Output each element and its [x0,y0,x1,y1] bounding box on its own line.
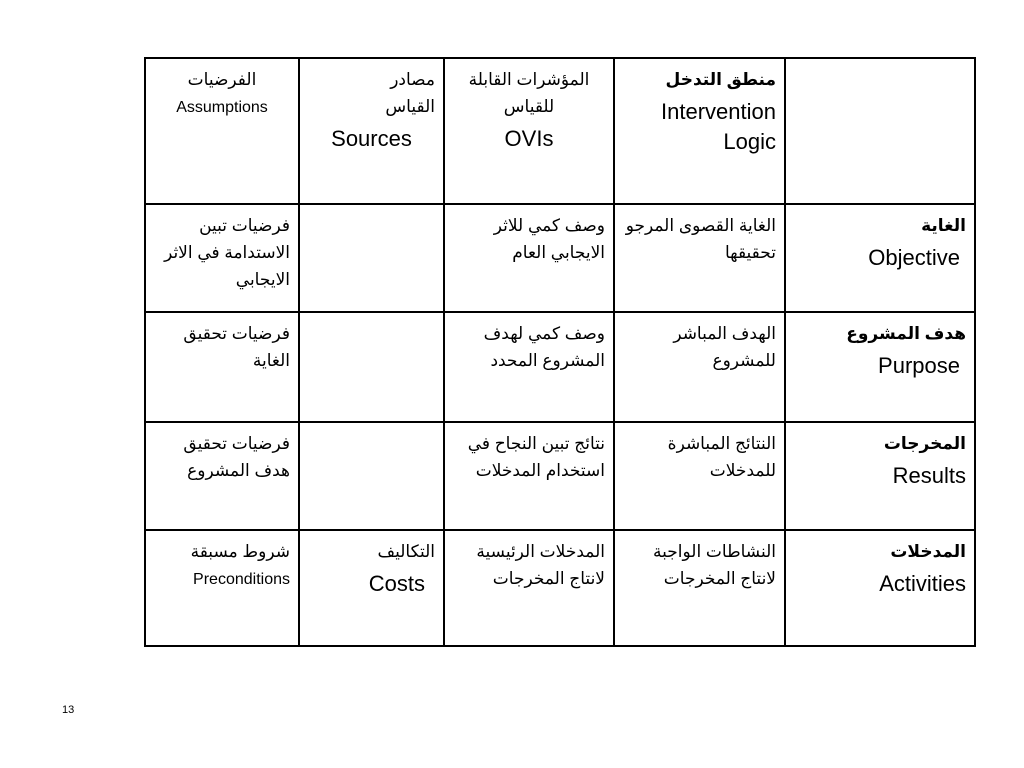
results-label-cell [785,422,975,530]
header-sources-cell [299,58,444,204]
purpose-ovis: وصف كمي لهدف المشروع المحدد [483,324,605,370]
activities-label-cell [785,530,975,646]
results-label-ar: المخرجات [883,434,966,453]
activities-label-en: Activities [879,571,966,596]
objective-assumptions: فرضيات تبين الاستدامة في الاثر الايجابي [164,216,290,289]
header-assumptions-en: Assumptions [176,99,268,116]
activities-sources-cell [299,530,444,646]
results-assumptions-cell [145,422,299,530]
objective-logic-cell [614,204,785,312]
activities-ovis-cell [444,530,614,646]
objective-logic: الغاية القصوى المرجو تحقيقها [625,216,776,262]
activities-sources-en: Costs [368,571,425,596]
objective-assumptions-cell [145,204,299,312]
row-objective [145,204,975,312]
header-logic-en: Intervention Logic [661,99,776,154]
objective-label-ar: الغاية [921,216,966,235]
header-sources-en: Sources [331,126,412,151]
header-empty-cell [785,58,975,204]
purpose-logic-cell [614,312,785,422]
purpose-assumptions: فرضيات تحقيق الغاية [183,324,290,370]
header-ovis-cell [444,58,614,204]
activities-logic: النشاطات الواجبة لانتاج المخرجات [653,542,776,588]
activities-logic-cell [614,530,785,646]
logframe-table [144,57,976,647]
objective-label-en: Objective [868,245,960,270]
activities-assumptions-en: Preconditions [193,571,290,588]
header-ovis-ar: المؤشرات القابلة للقياس [468,70,590,116]
objective-label-cell [785,204,975,312]
objective-ovis-cell [444,204,614,312]
row-activities [145,530,975,646]
objective-ovis: وصف كمي للاثر الايجابي العام [493,216,605,262]
header-row [145,58,975,204]
purpose-logic: الهدف المباشر للمشروع [673,324,776,370]
purpose-label-cell [785,312,975,422]
results-sources-cell [299,422,444,530]
activities-ovis: المدخلات الرئيسية لانتاج المخرجات [476,542,605,588]
header-logic-cell [614,58,785,204]
purpose-assumptions-cell [145,312,299,422]
results-logic-cell [614,422,785,530]
header-sources-ar: مصادر القياس [385,70,435,116]
row-results [145,422,975,530]
header-ovis-en: OVIs [504,126,554,151]
page-number: 13 [62,704,75,716]
header-assumptions-cell [145,58,299,204]
activities-label-ar: المدخلات [890,542,966,561]
results-label-en: Results [892,463,966,488]
purpose-ovis-cell [444,312,614,422]
results-ovis: نتائج تبين النجاح في استخدام المدخلات [467,434,605,480]
purpose-label-en: Purpose [878,353,960,378]
header-logic-ar: منطق التدخل [665,70,776,89]
results-assumptions: فرضيات تحقيق هدف المشروع [183,434,290,480]
row-purpose [145,312,975,422]
header-assumptions-ar: الفرضيات [187,70,257,89]
activities-assumptions-cell [145,530,299,646]
activities-sources-ar: التكاليف [377,542,435,561]
activities-assumptions-ar: شروط مسبقة [190,542,290,561]
purpose-sources-cell [299,312,444,422]
objective-sources-cell [299,204,444,312]
results-logic: النتائج المباشرة للمدخلات [667,434,776,480]
purpose-label-ar: هدف المشروع [846,324,966,343]
results-ovis-cell [444,422,614,530]
